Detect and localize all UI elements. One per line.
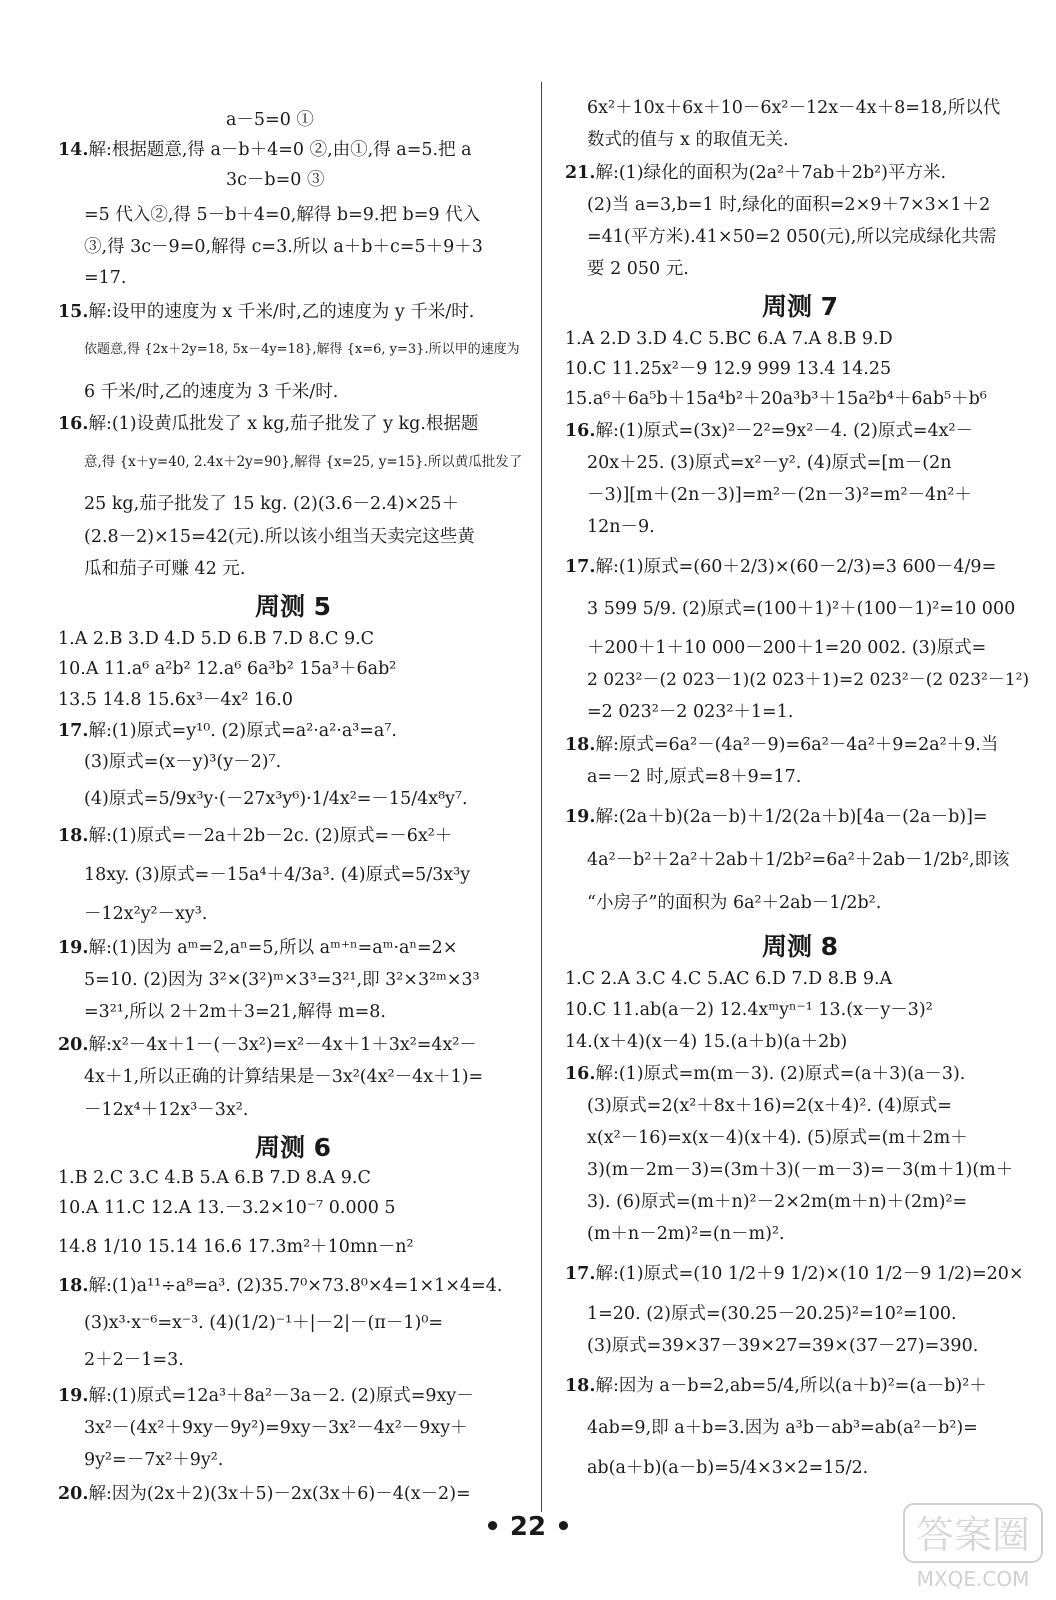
- answer-line: [84, 1418, 468, 1439]
- answer-line: [587, 195, 990, 216]
- line-text: 5=10. (2)因为 3²×(3²)ᵐ×3³=3²¹,即 3²×3²ᵐ×3³: [84, 970, 480, 990]
- question-number: 21.: [565, 163, 596, 183]
- line-text: =41(平方米).41×50=2 050(元),所以完成绿化共需: [587, 227, 997, 247]
- line-text: 4a²－b²＋2a²＋2ab＋1/2b²=6a²＋2ab－1/2b²,即该: [587, 850, 1010, 870]
- heading-text: 周测 6: [254, 1133, 332, 1162]
- answer-line: [58, 1386, 474, 1407]
- line-text: 解:(1)原式=m(m－3). (2)原式=(a＋3)(a－3).: [595, 1064, 966, 1084]
- heading-text: 周测 7: [761, 292, 839, 321]
- line-text: 解:(1)a¹¹÷a⁸=a³. (2)35.7⁰×73.8⁰×4=1×1×4=4.: [88, 1276, 503, 1296]
- answer-line: [587, 517, 655, 538]
- answer-line: [587, 227, 996, 248]
- answer-line: [226, 170, 325, 191]
- answer-line: [587, 850, 1010, 871]
- line-text: 12n－9.: [587, 517, 655, 537]
- line-text: 15.a⁶＋6a⁵b＋15a⁴b²＋20a³b³＋15a²b⁴＋6ab⁵＋b⁶: [565, 389, 987, 409]
- line-text: －12x⁴＋12x³－3x².: [84, 1100, 249, 1120]
- question-number: 19.: [565, 807, 596, 827]
- line-text: 3). (6)原式=(m＋n)²－2×2m(m＋n)＋(2m)²=: [587, 1192, 968, 1212]
- line-text: (3)原式=(x－y)³(y－2)⁷.: [84, 752, 282, 772]
- section-heading: [565, 292, 1035, 322]
- answer-line: [58, 938, 457, 959]
- answer-line: [58, 140, 472, 161]
- line-text: 4x＋1,所以正确的计算结果是－3x²(4x²－4x＋1)=: [84, 1067, 484, 1087]
- answer-line: [84, 382, 338, 403]
- answer-line: [58, 1035, 477, 1056]
- answer-line: [587, 1336, 978, 1357]
- answer-line: [565, 1064, 965, 1085]
- line-text: (m＋n－2m)²=(n－m)².: [587, 1224, 785, 1244]
- line-text: 解:(2a＋b)(2a－b)＋1/2(2a＋b)[4a－(2a－b)]=: [595, 807, 988, 827]
- line-text: 解:原式=6a²－(4a²－9)=6a²－4a²＋9=2a²＋9.当: [595, 735, 999, 755]
- line-text: 3x²－(4x²＋9xy－9y²)=9xy－3x²－4x²－9xy＋: [84, 1418, 468, 1438]
- line-text: =5 代入②,得 5－b＋4=0,解得 b=9.把 b=9 代入: [84, 205, 481, 225]
- answer-line: [565, 1376, 987, 1397]
- line-text: 数式的值与 x 的取值无关.: [587, 130, 789, 150]
- answer-line: [587, 893, 881, 914]
- question-number: 18.: [565, 1376, 596, 1396]
- line-text: 2 023²－(2 023－1)(2 023＋1)=2 023²－(2 023²－1²): [587, 670, 1030, 690]
- question-number: 15.: [58, 302, 89, 322]
- answer-line: [84, 1313, 443, 1334]
- line-text: 解:因为(2x＋2)(3x＋5)－2x(3x＋6)－4(x－2)=: [88, 1484, 471, 1504]
- line-text: 3 599 5/9. (2)原式=(100＋1)²＋(100－1)²=10 000: [587, 599, 1016, 619]
- line-text: 解:(1)原式=(10 1/2＋9 1/2)×(10 1/2－9 1/2)=20×: [595, 1264, 1024, 1284]
- line-text: a=－2 时,原式=8＋9=17.: [587, 767, 802, 787]
- answer-line: [226, 110, 314, 131]
- answer-line: [587, 767, 801, 788]
- answer-line: [84, 865, 470, 886]
- answer-line: [58, 690, 293, 711]
- line-text: 10.C 11.25x²－9 12.9 999 13.4 14.25: [565, 359, 892, 379]
- line-text: 13.5 14.8 15.6x³－4x² 16.0: [58, 690, 293, 710]
- line-text: 解:x²－4x＋1－(－3x²)=x²－4x＋1＋3x²=4x²－: [88, 1035, 477, 1055]
- answer-line: [58, 1484, 471, 1505]
- question-number: 18.: [58, 1276, 89, 1296]
- line-text: 10.A 11.C 12.A 13.－3.2×10⁻⁷ 0.000 5: [58, 1198, 396, 1218]
- heading-text: 周测 8: [761, 932, 839, 961]
- line-text: (3)原式=39×37－39×27=39×(37－27)=390.: [587, 1336, 979, 1356]
- answer-line: [587, 1128, 968, 1149]
- question-number: 17.: [565, 1264, 596, 1284]
- line-text: (4)原式=5/9x³y·(－27x³y⁶)·1/4x²=－15/4x⁸y⁷.: [84, 789, 468, 809]
- section-heading: [565, 932, 1035, 962]
- answer-line: [58, 1198, 396, 1219]
- line-text: ＋200＋1＋10 000－200＋1=20 002. (3)原式=: [587, 638, 987, 658]
- line-text: 意,得 {x＋y=40, 2.4x＋2y=90},解得 {x=25, y=15}.所以黄瓜批发了: [84, 454, 523, 470]
- answer-line: [84, 527, 475, 548]
- answer-line: [587, 1160, 1013, 1181]
- answer-line: [84, 904, 207, 925]
- answer-line: [587, 259, 689, 280]
- answer-line: [84, 342, 520, 358]
- answer-line: [84, 494, 459, 515]
- answer-line: [587, 1458, 868, 1479]
- answer-line: [565, 969, 892, 990]
- line-text: 1=20. (2)原式=(30.25－20.25)²=10²=100.: [587, 1304, 957, 1324]
- question-number: 19.: [58, 938, 89, 958]
- answer-line: [84, 1002, 386, 1023]
- answer-line: [84, 559, 245, 580]
- line-text: 解:(1)原式=12a³＋8a²－3a－2. (2)原式=9xy－: [88, 1386, 474, 1406]
- line-text: 9y²=－7x²＋9y².: [84, 1450, 224, 1470]
- answer-line: [58, 1276, 502, 1297]
- answer-line: [587, 1304, 957, 1325]
- line-text: 解:因为 a－b=2,ab=5/4,所以(a＋b)²=(a－b)²＋: [595, 1376, 987, 1396]
- answer-line: [58, 826, 452, 847]
- answer-line: [58, 721, 397, 742]
- question-number: 20.: [58, 1484, 89, 1504]
- line-text: 14.8 1/10 15.14 16.6 17.3m²＋10mn－n²: [58, 1237, 414, 1257]
- answer-line: [565, 421, 973, 442]
- answer-line: [84, 970, 480, 991]
- answer-line: [565, 359, 891, 380]
- answer-line: [587, 599, 1015, 620]
- line-text: 3c－b=0 ③: [226, 170, 325, 190]
- answer-line: [587, 702, 793, 723]
- question-number: 19.: [58, 1386, 89, 1406]
- answer-line: [84, 205, 480, 226]
- line-text: =2 023²－2 023²＋1=1.: [587, 702, 794, 722]
- answer-line: [84, 454, 522, 470]
- answer-line: [58, 414, 478, 435]
- line-text: (2)当 a=3,b=1 时,绿化的面积=2×9＋7×3×1＋2: [587, 195, 991, 215]
- line-text: 解:(1)因为 aᵐ=2,aⁿ=5,所以 aᵐ⁺ⁿ=aᵐ·aⁿ=2×: [88, 938, 458, 958]
- answer-line: [587, 670, 1029, 690]
- section-heading: [58, 1133, 528, 1163]
- line-text: “小房子”的面积为 6a²＋2ab－1/2b².: [587, 893, 882, 913]
- answer-line: [587, 1192, 967, 1213]
- line-text: 依题意,得 {2x＋2y=18, 5x－4y=18},解得 {x=6, y=3}.所以甲的速度为: [84, 342, 520, 357]
- answer-line: [565, 807, 988, 828]
- answer-line: [565, 329, 893, 350]
- answer-line: [587, 1224, 785, 1245]
- line-text: 解:(1)设黄瓜批发了 x kg,茄子批发了 y kg.根据题: [88, 414, 479, 434]
- line-text: 解:(1)绿化的面积为(2a²＋7ab＋2b²)平方米.: [595, 163, 947, 183]
- line-text: 10.C 11.ab(a－2) 12.4xᵐyⁿ⁻¹ 13.(x－y－3)²: [565, 1000, 933, 1020]
- line-text: 1.A 2.D 3.D 4.C 5.BC 6.A 7.A 8.B 9.D: [565, 329, 893, 349]
- question-number: 17.: [565, 557, 596, 577]
- answer-line: [587, 98, 1000, 119]
- line-text: 1.C 2.A 3.C 4.C 5.AC 6.D 7.D 8.B 9.A: [565, 969, 893, 989]
- answer-line: [84, 237, 483, 258]
- line-text: 解:(1)原式=(3x)²－2²=9x²－4. (2)原式=4x²－: [595, 421, 974, 441]
- line-text: 14.(x＋4)(x－4) 15.(a＋b)(a＋2b): [565, 1032, 848, 1052]
- line-text: 6 千米/时,乙的速度为 3 千米/时.: [84, 382, 339, 402]
- answer-line: [565, 735, 998, 756]
- answer-line: [58, 1237, 414, 1258]
- question-number: 16.: [58, 414, 89, 434]
- line-text: 解:(1)原式=(60＋2/3)×(60－2/3)=3 600－4/9=: [595, 557, 997, 577]
- answer-line: [565, 1000, 933, 1021]
- line-text: 18xy. (3)原式=－15a⁴＋4/3a³. (4)原式=5/3x³y: [84, 865, 471, 885]
- line-text: 解:(1)原式=－2a＋2b－2c. (2)原式=－6x²＋: [88, 826, 453, 846]
- line-text: 要 2 050 元.: [587, 259, 689, 279]
- heading-text: 周测 5: [254, 592, 332, 621]
- line-text: (2.8－2)×15=42(元).所以该小组当天卖完这些黄: [84, 527, 475, 547]
- answer-line: [587, 1096, 952, 1117]
- line-text: 4ab=9,即 a＋b=3.因为 a³b－ab³=ab(a²－b²)=: [587, 1418, 978, 1438]
- answer-line: [565, 1032, 847, 1053]
- answer-line: [565, 163, 946, 184]
- answer-line: [58, 1168, 371, 1189]
- line-text: 6x²＋10x＋6x＋10－6x²－12x－4x＋8=18,所以代: [587, 98, 1001, 118]
- line-text: x(x²－16)=x(x－4)(x＋4). (5)原式=(m＋2m＋: [587, 1128, 968, 1148]
- line-text: =17.: [84, 268, 127, 288]
- page-number: • 22 •: [484, 1512, 572, 1542]
- line-text: －12x²y²－xy³.: [84, 904, 208, 924]
- answer-line: [587, 485, 972, 506]
- answer-line: [84, 1450, 223, 1471]
- answer-line: [84, 752, 281, 773]
- watermark-url: MXQE.COM: [916, 1567, 1030, 1591]
- line-text: 瓜和茄子可赚 42 元.: [84, 559, 246, 579]
- line-text: 1.A 2.B 3.D 4.D 5.D 6.B 7.D 8.C 9.C: [58, 629, 375, 649]
- answer-line: [84, 1100, 248, 1121]
- answer-line: [565, 557, 996, 578]
- line-text: 3)(m－2m－3)=(3m＋3)(－m－3)=－3(m＋1)(m＋: [587, 1160, 1014, 1180]
- line-text: (3)原式=2(x²＋8x＋16)=2(x＋4)². (4)原式=: [587, 1096, 952, 1116]
- question-number: 17.: [58, 721, 89, 741]
- line-text: =3²¹,所以 2＋2m＋3=21,解得 m=8.: [84, 1002, 386, 1022]
- answer-line: [84, 1350, 184, 1371]
- line-text: (3)x³·x⁻⁶=x⁻³. (4)(1/2)⁻¹＋|－2|－(π－1)⁰=: [84, 1313, 444, 1333]
- column-divider: [541, 82, 542, 1512]
- answer-line: [565, 389, 987, 410]
- question-number: 16.: [565, 421, 596, 441]
- answer-line: [84, 1067, 483, 1088]
- answer-line: [587, 638, 986, 659]
- section-heading: [58, 592, 528, 622]
- line-text: 解:根据题意,得 a－b＋4=0 ②,由①,得 a=5.把 a: [88, 140, 472, 160]
- line-text: ③,得 3c－9=0,解得 c=3.所以 a＋b＋c=5＋9＋3: [84, 237, 483, 257]
- answer-line: [587, 453, 952, 474]
- answer-line: [58, 659, 396, 680]
- line-text: 20x＋25. (3)原式=x²－y². (4)原式=[m－(2n: [587, 453, 952, 473]
- line-text: a－5=0 ①: [226, 110, 314, 130]
- line-text: 1.B 2.C 3.C 4.B 5.A 6.B 7.D 8.A 9.C: [58, 1168, 371, 1188]
- answer-line: [587, 130, 789, 151]
- question-number: 20.: [58, 1035, 89, 1055]
- answer-line: [84, 789, 468, 810]
- watermark-logo: [898, 1500, 1048, 1592]
- answer-line: [84, 268, 127, 289]
- answer-line: [58, 302, 474, 323]
- question-number: 16.: [565, 1064, 596, 1084]
- answer-line: [565, 1264, 1024, 1285]
- line-text: 10.A 11.a⁶ a²b² 12.a⁶ 6a³b² 15a³＋6ab²: [58, 659, 397, 679]
- watermark-title: 答案圈: [915, 1513, 1031, 1557]
- answer-line: [58, 629, 374, 650]
- line-text: 25 kg,茄子批发了 15 kg. (2)(3.6－2.4)×25＋: [84, 494, 460, 514]
- question-number: 18.: [565, 735, 596, 755]
- answer-line: [587, 1418, 978, 1439]
- line-text: 解:(1)原式=y¹⁰. (2)原式=a²·a²·a³=a⁷.: [88, 721, 397, 741]
- line-text: 解:设甲的速度为 x 千米/时,乙的速度为 y 千米/时.: [88, 302, 475, 322]
- line-text: ab(a＋b)(a－b)=5/4×3×2=15/2.: [587, 1458, 869, 1478]
- line-text: 2＋2－1=3.: [84, 1350, 184, 1370]
- line-text: －3)][m＋(2n－3)]=m²－(2n－3)²=m²－4n²＋: [587, 485, 972, 505]
- question-number: 14.: [58, 140, 89, 160]
- question-number: 18.: [58, 826, 89, 846]
